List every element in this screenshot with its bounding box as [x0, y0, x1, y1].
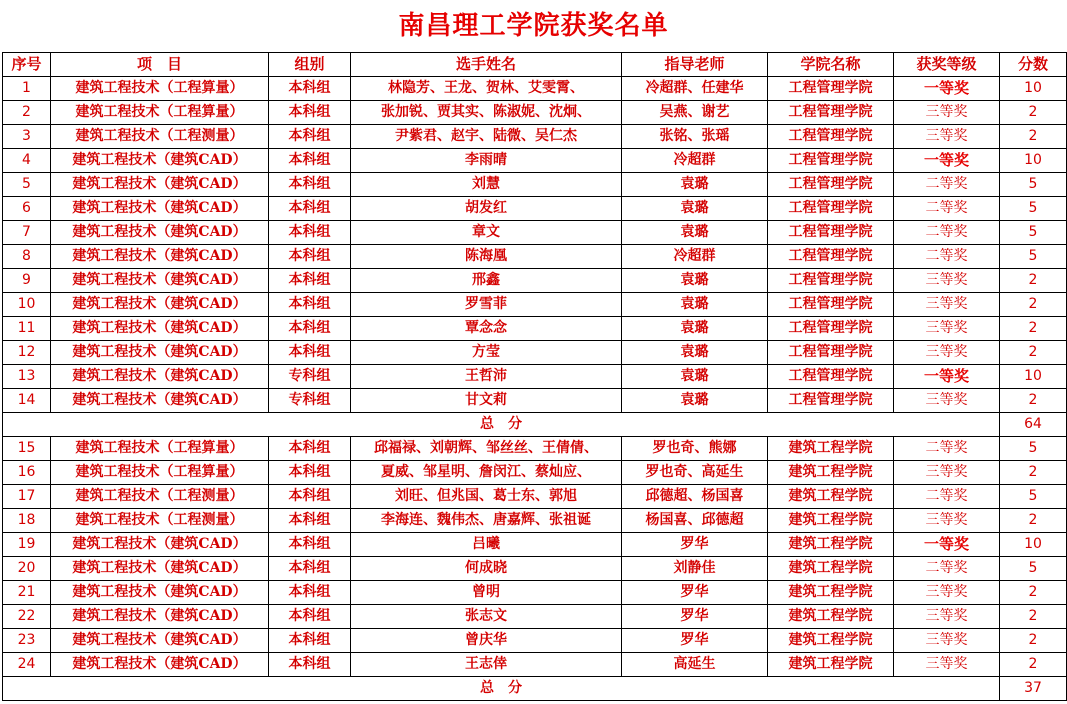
cell-index: 16 [3, 461, 51, 485]
cell-group: 本科组 [269, 125, 351, 149]
table-row [3, 533, 1067, 557]
cell-score: 5 [1000, 557, 1067, 581]
cell-names: 方莹 [351, 341, 622, 365]
cell-index: 12 [3, 341, 51, 365]
cell-teacher: 杨国喜、邱德超 [622, 509, 768, 533]
cell-group: 本科组 [269, 149, 351, 173]
cell-group: 本科组 [269, 509, 351, 533]
cell-score: 5 [1000, 221, 1067, 245]
cell-index: 7 [3, 221, 51, 245]
cell-college: 工程管理学院 [768, 101, 894, 125]
cell-names: 邱福禄、刘朝辉、邹丝丝、王倩倩、 [351, 437, 622, 461]
cell-index: 19 [3, 533, 51, 557]
cell-prize: 三等奖 [894, 269, 1000, 293]
cell-college: 工程管理学院 [768, 389, 894, 413]
cell-college: 工程管理学院 [768, 317, 894, 341]
cell-project: 建筑工程技术（建筑CAD） [51, 629, 269, 653]
cell-project: 建筑工程技术（建筑CAD） [51, 389, 269, 413]
cell-score: 2 [1000, 509, 1067, 533]
table-row [3, 629, 1067, 653]
cell-prize: 三等奖 [894, 101, 1000, 125]
cell-teacher: 刘静佳 [622, 557, 768, 581]
cell-score: 10 [1000, 77, 1067, 101]
cell-score: 2 [1000, 293, 1067, 317]
cell-group: 本科组 [269, 629, 351, 653]
table-row [3, 125, 1067, 149]
table-row [3, 149, 1067, 173]
cell-teacher: 袁璐 [622, 197, 768, 221]
table-body [3, 77, 1067, 701]
cell-score: 2 [1000, 317, 1067, 341]
table-row [3, 461, 1067, 485]
header-score: 分数 [1000, 53, 1067, 77]
cell-score: 2 [1000, 269, 1067, 293]
cell-prize: 三等奖 [894, 125, 1000, 149]
cell-group: 本科组 [269, 77, 351, 101]
cell-college: 建筑工程学院 [768, 557, 894, 581]
cell-teacher: 冷超群 [622, 149, 768, 173]
table-row [3, 101, 1067, 125]
cell-project: 建筑工程技术（建筑CAD） [51, 221, 269, 245]
cell-index: 8 [3, 245, 51, 269]
cell-prize: 三等奖 [894, 461, 1000, 485]
cell-names: 何成晓 [351, 557, 622, 581]
cell-names: 章文 [351, 221, 622, 245]
cell-prize: 三等奖 [894, 317, 1000, 341]
total-score: 64 [1000, 413, 1067, 437]
cell-teacher: 吴燕、谢艺 [622, 101, 768, 125]
cell-group: 本科组 [269, 197, 351, 221]
cell-project: 建筑工程技术（建筑CAD） [51, 293, 269, 317]
cell-index: 11 [3, 317, 51, 341]
cell-names: 张志文 [351, 605, 622, 629]
cell-score: 2 [1000, 125, 1067, 149]
cell-score: 10 [1000, 149, 1067, 173]
table-header-row [3, 53, 1067, 77]
cell-index: 9 [3, 269, 51, 293]
cell-score: 2 [1000, 389, 1067, 413]
table-row [3, 557, 1067, 581]
cell-college: 工程管理学院 [768, 293, 894, 317]
cell-prize: 二等奖 [894, 437, 1000, 461]
table-row [3, 653, 1067, 677]
cell-prize: 二等奖 [894, 485, 1000, 509]
cell-group: 专科组 [269, 389, 351, 413]
table-row [3, 341, 1067, 365]
cell-prize: 三等奖 [894, 581, 1000, 605]
cell-project: 建筑工程技术（建筑CAD） [51, 245, 269, 269]
cell-names: 夏威、邹星明、詹闵江、蔡灿应、 [351, 461, 622, 485]
table-row [3, 365, 1067, 389]
cell-teacher: 张铭、张瑶 [622, 125, 768, 149]
cell-teacher: 袁璐 [622, 173, 768, 197]
cell-score: 5 [1000, 173, 1067, 197]
header-college: 学院名称 [768, 53, 894, 77]
cell-project: 建筑工程技术（工程算量） [51, 437, 269, 461]
cell-prize: 二等奖 [894, 245, 1000, 269]
cell-college: 工程管理学院 [768, 197, 894, 221]
cell-project: 建筑工程技术（工程算量） [51, 461, 269, 485]
cell-names: 曾明 [351, 581, 622, 605]
cell-index: 17 [3, 485, 51, 509]
cell-score: 5 [1000, 437, 1067, 461]
cell-names: 尹紫君、赵宇、陆微、吴仁杰 [351, 125, 622, 149]
cell-prize: 三等奖 [894, 509, 1000, 533]
cell-names: 胡发红 [351, 197, 622, 221]
cell-college: 建筑工程学院 [768, 653, 894, 677]
cell-group: 本科组 [269, 437, 351, 461]
table-row [3, 581, 1067, 605]
cell-index: 4 [3, 149, 51, 173]
table-row [3, 437, 1067, 461]
cell-project: 建筑工程技术（工程算量） [51, 101, 269, 125]
cell-project: 建筑工程技术（建筑CAD） [51, 173, 269, 197]
cell-prize: 二等奖 [894, 173, 1000, 197]
table-row [3, 173, 1067, 197]
cell-teacher: 罗也奇、高延生 [622, 461, 768, 485]
cell-index: 5 [3, 173, 51, 197]
cell-score: 2 [1000, 101, 1067, 125]
cell-group: 本科组 [269, 221, 351, 245]
cell-group: 专科组 [269, 365, 351, 389]
cell-group: 本科组 [269, 557, 351, 581]
cell-project: 建筑工程技术（建筑CAD） [51, 197, 269, 221]
cell-teacher: 罗华 [622, 629, 768, 653]
cell-group: 本科组 [269, 581, 351, 605]
cell-names: 林隐芳、王龙、贺林、艾雯霄、 [351, 77, 622, 101]
cell-project: 建筑工程技术（建筑CAD） [51, 149, 269, 173]
cell-project: 建筑工程技术（工程测量） [51, 485, 269, 509]
total-row [3, 413, 1067, 437]
cell-score: 2 [1000, 605, 1067, 629]
cell-names: 王哲沛 [351, 365, 622, 389]
cell-project: 建筑工程技术（建筑CAD） [51, 653, 269, 677]
cell-names: 李雨晴 [351, 149, 622, 173]
cell-group: 本科组 [269, 293, 351, 317]
cell-college: 工程管理学院 [768, 149, 894, 173]
cell-project: 建筑工程技术（工程测量） [51, 509, 269, 533]
cell-names: 刘旺、但兆国、葛士东、郭旭 [351, 485, 622, 509]
cell-teacher: 袁璐 [622, 221, 768, 245]
cell-teacher: 罗华 [622, 581, 768, 605]
table-row [3, 317, 1067, 341]
cell-college: 建筑工程学院 [768, 509, 894, 533]
cell-college: 工程管理学院 [768, 125, 894, 149]
cell-college: 工程管理学院 [768, 341, 894, 365]
cell-index: 24 [3, 653, 51, 677]
cell-group: 本科组 [269, 341, 351, 365]
total-label: 总 分 [3, 413, 1000, 437]
cell-project: 建筑工程技术（建筑CAD） [51, 317, 269, 341]
cell-index: 23 [3, 629, 51, 653]
cell-group: 本科组 [269, 245, 351, 269]
cell-college: 建筑工程学院 [768, 629, 894, 653]
cell-names: 邢鑫 [351, 269, 622, 293]
header-group: 组别 [269, 53, 351, 77]
cell-score: 2 [1000, 629, 1067, 653]
cell-score: 5 [1000, 245, 1067, 269]
cell-college: 建筑工程学院 [768, 485, 894, 509]
header-prize: 获奖等级 [894, 53, 1000, 77]
table-row [3, 197, 1067, 221]
cell-prize: 三等奖 [894, 389, 1000, 413]
cell-college: 工程管理学院 [768, 173, 894, 197]
table-row [3, 509, 1067, 533]
cell-prize: 二等奖 [894, 197, 1000, 221]
cell-college: 建筑工程学院 [768, 461, 894, 485]
cell-group: 本科组 [269, 269, 351, 293]
cell-names: 陈海凰 [351, 245, 622, 269]
cell-group: 本科组 [269, 533, 351, 557]
table-row [3, 221, 1067, 245]
cell-index: 2 [3, 101, 51, 125]
cell-college: 建筑工程学院 [768, 437, 894, 461]
cell-project: 建筑工程技术（建筑CAD） [51, 605, 269, 629]
total-label: 总 分 [3, 677, 1000, 701]
cell-prize: 一等奖 [894, 533, 1000, 557]
total-row [3, 677, 1067, 701]
cell-index: 20 [3, 557, 51, 581]
cell-index: 18 [3, 509, 51, 533]
header-project: 项 目 [51, 53, 269, 77]
cell-college: 工程管理学院 [768, 221, 894, 245]
cell-teacher: 冷超群 [622, 245, 768, 269]
cell-teacher: 罗华 [622, 605, 768, 629]
cell-score: 2 [1000, 461, 1067, 485]
header-index: 序号 [3, 53, 51, 77]
cell-prize: 三等奖 [894, 629, 1000, 653]
cell-names: 张加锐、贾其实、陈淑妮、沈炯、 [351, 101, 622, 125]
cell-index: 22 [3, 605, 51, 629]
cell-teacher: 高延生 [622, 653, 768, 677]
cell-teacher: 袁璐 [622, 341, 768, 365]
table-row [3, 77, 1067, 101]
table-row [3, 269, 1067, 293]
cell-college: 工程管理学院 [768, 245, 894, 269]
cell-project: 建筑工程技术（建筑CAD） [51, 557, 269, 581]
cell-teacher: 罗华 [622, 533, 768, 557]
header-teacher: 指导老师 [622, 53, 768, 77]
cell-project: 建筑工程技术（工程算量） [51, 77, 269, 101]
cell-index: 3 [3, 125, 51, 149]
cell-score: 2 [1000, 581, 1067, 605]
cell-names: 罗雪菲 [351, 293, 622, 317]
cell-project: 建筑工程技术（建筑CAD） [51, 365, 269, 389]
cell-index: 1 [3, 77, 51, 101]
cell-group: 本科组 [269, 485, 351, 509]
cell-college: 工程管理学院 [768, 365, 894, 389]
cell-names: 李海连、魏伟杰、唐嘉辉、张祖诞 [351, 509, 622, 533]
cell-college: 工程管理学院 [768, 269, 894, 293]
cell-names: 刘慧 [351, 173, 622, 197]
cell-project: 建筑工程技术（建筑CAD） [51, 581, 269, 605]
cell-names: 吕曦 [351, 533, 622, 557]
cell-prize: 三等奖 [894, 293, 1000, 317]
cell-index: 21 [3, 581, 51, 605]
cell-teacher: 袁璐 [622, 293, 768, 317]
cell-index: 14 [3, 389, 51, 413]
header-names: 选手姓名 [351, 53, 622, 77]
cell-college: 建筑工程学院 [768, 581, 894, 605]
cell-score: 10 [1000, 533, 1067, 557]
cell-teacher: 冷超群、任建华 [622, 77, 768, 101]
cell-prize: 一等奖 [894, 77, 1000, 101]
cell-college: 工程管理学院 [768, 77, 894, 101]
cell-prize: 三等奖 [894, 341, 1000, 365]
cell-group: 本科组 [269, 317, 351, 341]
awards-table [2, 52, 1067, 701]
cell-project: 建筑工程技术（工程测量） [51, 125, 269, 149]
table-row [3, 605, 1067, 629]
table-row [3, 245, 1067, 269]
table-row [3, 389, 1067, 413]
cell-teacher: 袁璐 [622, 269, 768, 293]
cell-college: 建筑工程学院 [768, 605, 894, 629]
cell-prize: 二等奖 [894, 557, 1000, 581]
cell-names: 覃念念 [351, 317, 622, 341]
cell-index: 6 [3, 197, 51, 221]
cell-score: 5 [1000, 197, 1067, 221]
cell-score: 10 [1000, 365, 1067, 389]
total-score: 37 [1000, 677, 1067, 701]
cell-group: 本科组 [269, 653, 351, 677]
cell-prize: 二等奖 [894, 221, 1000, 245]
cell-index: 15 [3, 437, 51, 461]
table-row [3, 293, 1067, 317]
cell-college: 建筑工程学院 [768, 533, 894, 557]
cell-index: 13 [3, 365, 51, 389]
cell-prize: 三等奖 [894, 653, 1000, 677]
cell-project: 建筑工程技术（建筑CAD） [51, 341, 269, 365]
cell-prize: 一等奖 [894, 149, 1000, 173]
cell-group: 本科组 [269, 461, 351, 485]
cell-score: 5 [1000, 485, 1067, 509]
table-row [3, 485, 1067, 509]
cell-names: 甘文莉 [351, 389, 622, 413]
cell-score: 2 [1000, 653, 1067, 677]
cell-teacher: 邱德超、杨国喜 [622, 485, 768, 509]
cell-teacher: 袁璐 [622, 389, 768, 413]
cell-project: 建筑工程技术（建筑CAD） [51, 269, 269, 293]
cell-teacher: 袁璐 [622, 365, 768, 389]
cell-teacher: 罗也奇、熊娜 [622, 437, 768, 461]
cell-group: 本科组 [269, 605, 351, 629]
cell-group: 本科组 [269, 101, 351, 125]
cell-teacher: 袁璐 [622, 317, 768, 341]
cell-group: 本科组 [269, 173, 351, 197]
cell-project: 建筑工程技术（建筑CAD） [51, 533, 269, 557]
cell-prize: 三等奖 [894, 605, 1000, 629]
page-title: 南昌理工学院获奖名单 [398, 11, 669, 41]
cell-prize: 一等奖 [894, 365, 1000, 389]
cell-names: 曾庆华 [351, 629, 622, 653]
cell-score: 2 [1000, 341, 1067, 365]
cell-names: 王志倖 [351, 653, 622, 677]
cell-index: 10 [3, 293, 51, 317]
